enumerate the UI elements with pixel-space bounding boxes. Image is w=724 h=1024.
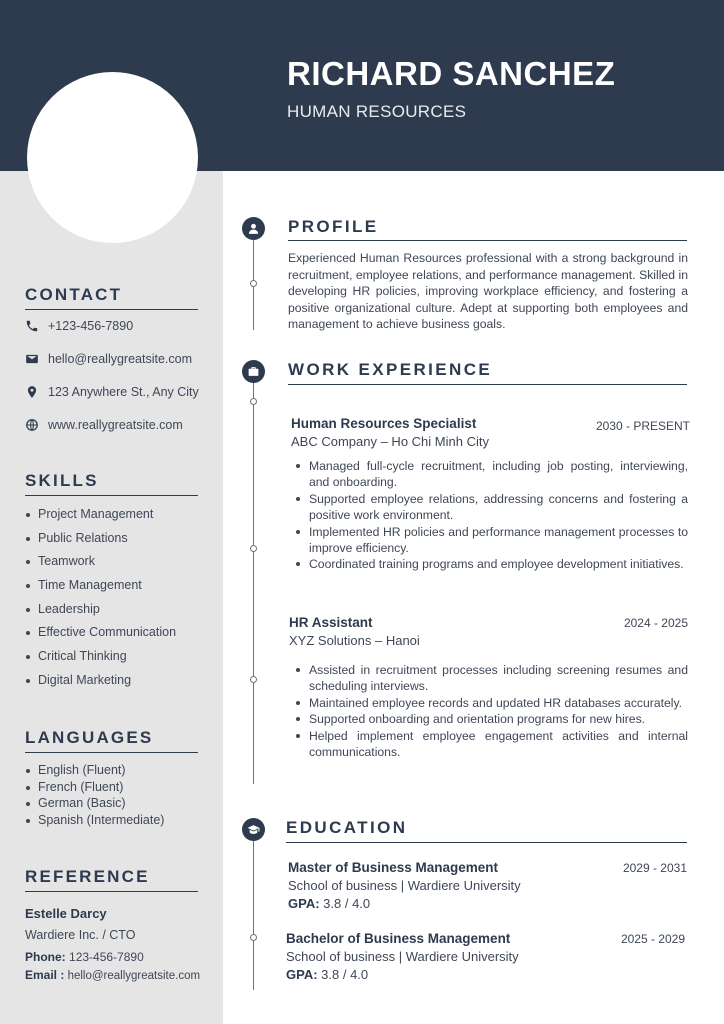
degree-title: Master of Business Management [288, 860, 499, 875]
gpa-label: GPA: [286, 967, 318, 982]
contact-heading: CONTACT [25, 285, 123, 304]
responsibility-item: Managed full-cycle recruitment, including job posting, interviewing, and onboarding. [295, 458, 688, 491]
responsibility-item: Implemented HR policies and performance management processes to improve efficiency. [295, 524, 688, 557]
degree-school: School of business | Wardiere University [288, 878, 521, 893]
location-pin-icon [25, 385, 39, 399]
job-company: XYZ Solutions – Hanoi [289, 633, 420, 648]
globe-icon [25, 418, 39, 432]
contact-divider [25, 309, 198, 310]
gpa-value: 3.8 / 4.0 [323, 896, 371, 911]
user-icon [247, 222, 260, 235]
degree-gpa [286, 967, 368, 982]
reference-email-label: Email : [25, 968, 65, 982]
education-heading: EDUCATION [286, 818, 408, 837]
reference-company: Wardiere Inc. / CTO [25, 928, 136, 942]
degree-dates: 2029 - 2031 [622, 861, 687, 875]
profile-summary: Experienced Human Resources professional with a strong background in recruitment, employee relations, and performance management. Skilled in developing HR policies, improving workplace efficiency, and fostering a positive organizational culture. Adept at supporting both employees and management to achieve business goals. [288, 251, 688, 332]
language-item: Spanish (Intermediate) [25, 813, 164, 830]
reference-phone-value: 123-456-7890 [69, 950, 144, 964]
language-item: French (Fluent) [25, 780, 164, 797]
timeline-dot [250, 545, 257, 552]
language-item: German (Basic) [25, 796, 164, 813]
reference-email-value: hello@reallygreatsite.com [67, 970, 201, 982]
contact-address-text: 123 Anywhere St., Any City [48, 385, 199, 399]
skill-item: Effective Communication [25, 625, 176, 649]
profile-heading: PROFILE [288, 217, 379, 236]
languages-divider [25, 752, 198, 753]
responsibility-item: Helped implement employee engagement activities and internal communications. [295, 728, 688, 761]
skills-divider [25, 495, 198, 496]
reference-heading: REFERENCE [25, 867, 150, 886]
graduation-cap-icon [247, 823, 260, 836]
reference-divider [25, 891, 198, 892]
job-title: HR Assistant [289, 615, 373, 630]
reference-email [25, 968, 200, 982]
experience-heading: WORK EXPERIENCE [288, 360, 493, 379]
degree-dates: 2025 - 2029 [620, 932, 685, 946]
experience-divider [288, 384, 687, 385]
job-responsibilities [295, 458, 688, 573]
contact-email-text: hello@reallygreatsite.com [48, 352, 193, 366]
degree-gpa [288, 896, 370, 911]
job-responsibilities [295, 662, 688, 760]
responsibility-item: Supported onboarding and orientation programs for new hires. [295, 711, 688, 727]
timeline-dot [250, 398, 257, 405]
timeline-education [253, 840, 254, 990]
education-divider [286, 842, 687, 843]
skill-item: Leadership [25, 602, 176, 626]
skill-item: Time Management [25, 578, 176, 602]
skill-item: Teamwork [25, 554, 176, 578]
profile-photo [27, 72, 198, 243]
candidate-role: HUMAN RESOURCES [287, 102, 467, 121]
skill-item: Public Relations [25, 531, 176, 555]
job-title: Human Resources Specialist [291, 416, 477, 431]
candidate-name: RICHARD SANCHEZ [287, 55, 616, 92]
job-company: ABC Company – Ho Chi Minh City [291, 434, 489, 449]
gpa-label: GPA: [288, 896, 320, 911]
gpa-value: 3.8 / 4.0 [321, 967, 369, 982]
contact-website-text: www.reallygreatsite.com [48, 418, 183, 432]
responsibility-item: Assisted in recruitment processes including screening resumes and scheduling interviews. [295, 662, 688, 695]
language-item: English (Fluent) [25, 763, 164, 780]
job-dates: 2030 - PRESENT [595, 419, 690, 433]
phone-icon [25, 319, 39, 333]
reference-name: Estelle Darcy [25, 906, 107, 921]
skills-heading: SKILLS [25, 471, 99, 490]
responsibility-item: Maintained employee records and updated HR databases accurately. [295, 695, 688, 711]
experience-section-marker [242, 360, 265, 383]
reference-phone [25, 950, 144, 964]
skill-item: Project Management [25, 507, 176, 531]
responsibility-item: Supported employee relations, addressing concerns and fostering a positive work environment. [295, 491, 688, 524]
contact-website[interactable] [25, 416, 183, 434]
skills-list [25, 507, 176, 697]
contact-phone-text: +123-456-7890 [48, 319, 134, 333]
timeline-dot [250, 676, 257, 683]
profile-section-marker [242, 217, 265, 240]
contact-phone[interactable] [25, 317, 133, 335]
reference-phone-label: Phone: [25, 950, 66, 964]
skill-item: Digital Marketing [25, 673, 176, 697]
contact-address [25, 383, 199, 401]
education-section-marker [242, 818, 265, 841]
profile-divider [288, 240, 687, 241]
degree-school: School of business | Wardiere University [286, 949, 519, 964]
degree-title: Bachelor of Business Management [286, 931, 511, 946]
responsibility-item: Coordinated training programs and employee development initiatives. [295, 556, 688, 572]
timeline-experience [253, 382, 254, 784]
job-dates: 2024 - 2025 [623, 616, 688, 630]
mail-icon [25, 352, 39, 366]
timeline-dot [250, 934, 257, 941]
languages-heading: LANGUAGES [25, 728, 154, 747]
skill-item: Critical Thinking [25, 649, 176, 673]
languages-list [25, 763, 164, 829]
contact-email[interactable] [25, 350, 192, 368]
timeline-dot [250, 280, 257, 287]
briefcase-icon [247, 365, 260, 378]
